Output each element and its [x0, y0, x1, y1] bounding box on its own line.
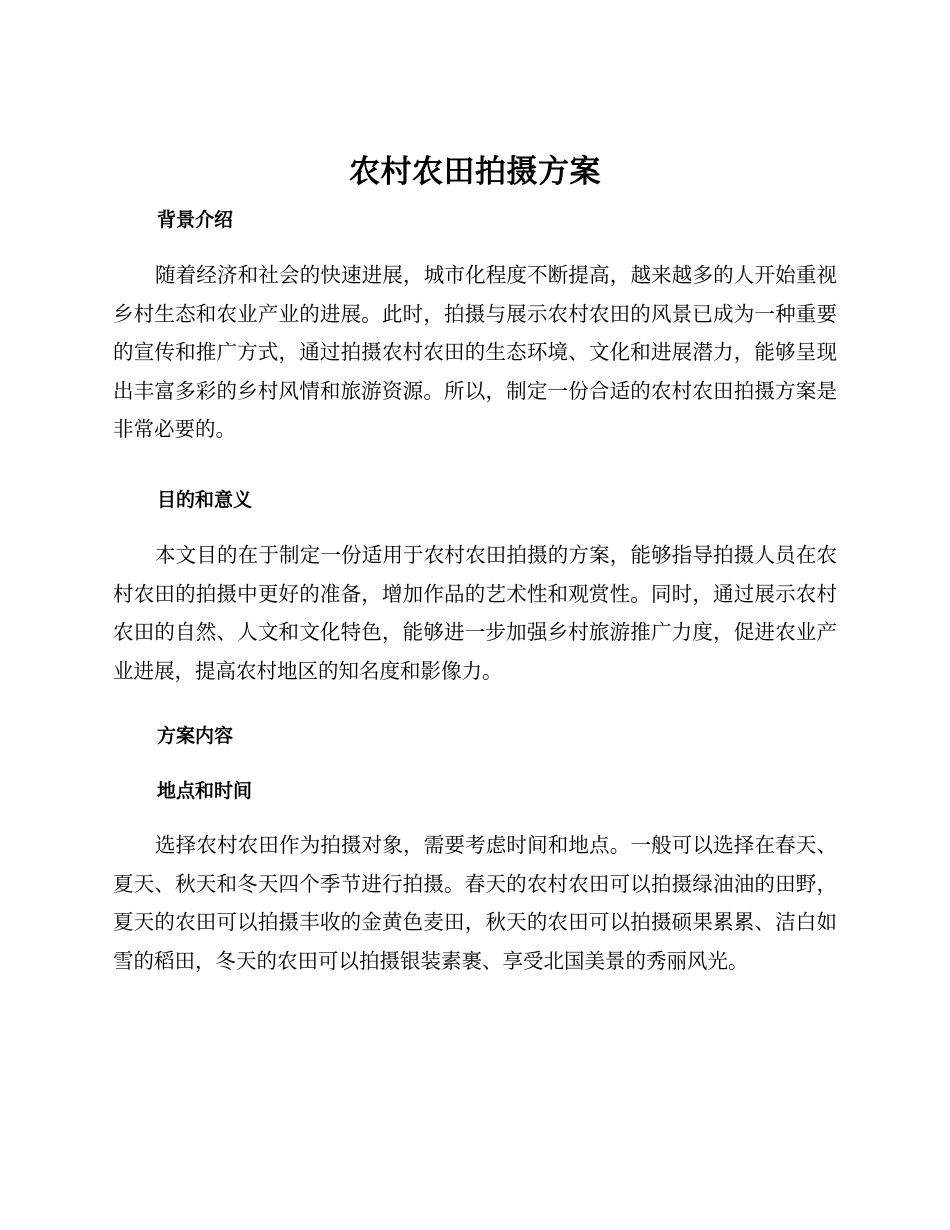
document-title: 农村农田拍摄方案: [349, 154, 601, 190]
section-paragraph-purpose: 本文目的在于制定一份适用于农村农田拍摄的方案，能够指导拍摄人员在农村农田的拍摄中更好的准备，增加作品的艺术性和观赏性。同时，通过展示农村农田的自然、人文和文化特色，能够进一步加强乡村旅游推广力度，促进农业产业进展，提高农村地区的知名度和影像力。: [113, 543, 837, 683]
section-paragraph-background: 随着经济和社会的快速进展，城市化程度不断提高，越来越多的人开始重视乡村生态和农业产业的进展。此时，拍摄与展示农村农田的风景已成为一种重要的宣传和推广方式，通过拍摄农村农田的生态环境、文化和进展潜力，能够呈现出丰富多彩的乡村风情和旅游资源。所以，制定一份合适的农村农田拍摄方案是非常必要的。: [113, 263, 837, 441]
section-heading-purpose: 目的和意义: [157, 489, 253, 511]
section-paragraph-location-time: 选择农村农田作为拍摄对象，需要考虑时间和地点。一般可以选择在春天、夏天、秋天和冬天四个季节进行拍摄。春天的农村农田可以拍摄绿油油的田野，夏天的农田可以拍摄丰收的金黄色麦田，秋天的农田可以拍摄硕果累累、洁白如雪的稻田，冬天的农田可以拍摄银装素裹、享受北国美景的秀丽风光。: [113, 833, 837, 973]
section-heading-plan-content: 方案内容: [157, 725, 234, 747]
section-heading-location-time: 地点和时间: [157, 780, 253, 802]
section-heading-background: 背景介绍: [157, 209, 234, 231]
